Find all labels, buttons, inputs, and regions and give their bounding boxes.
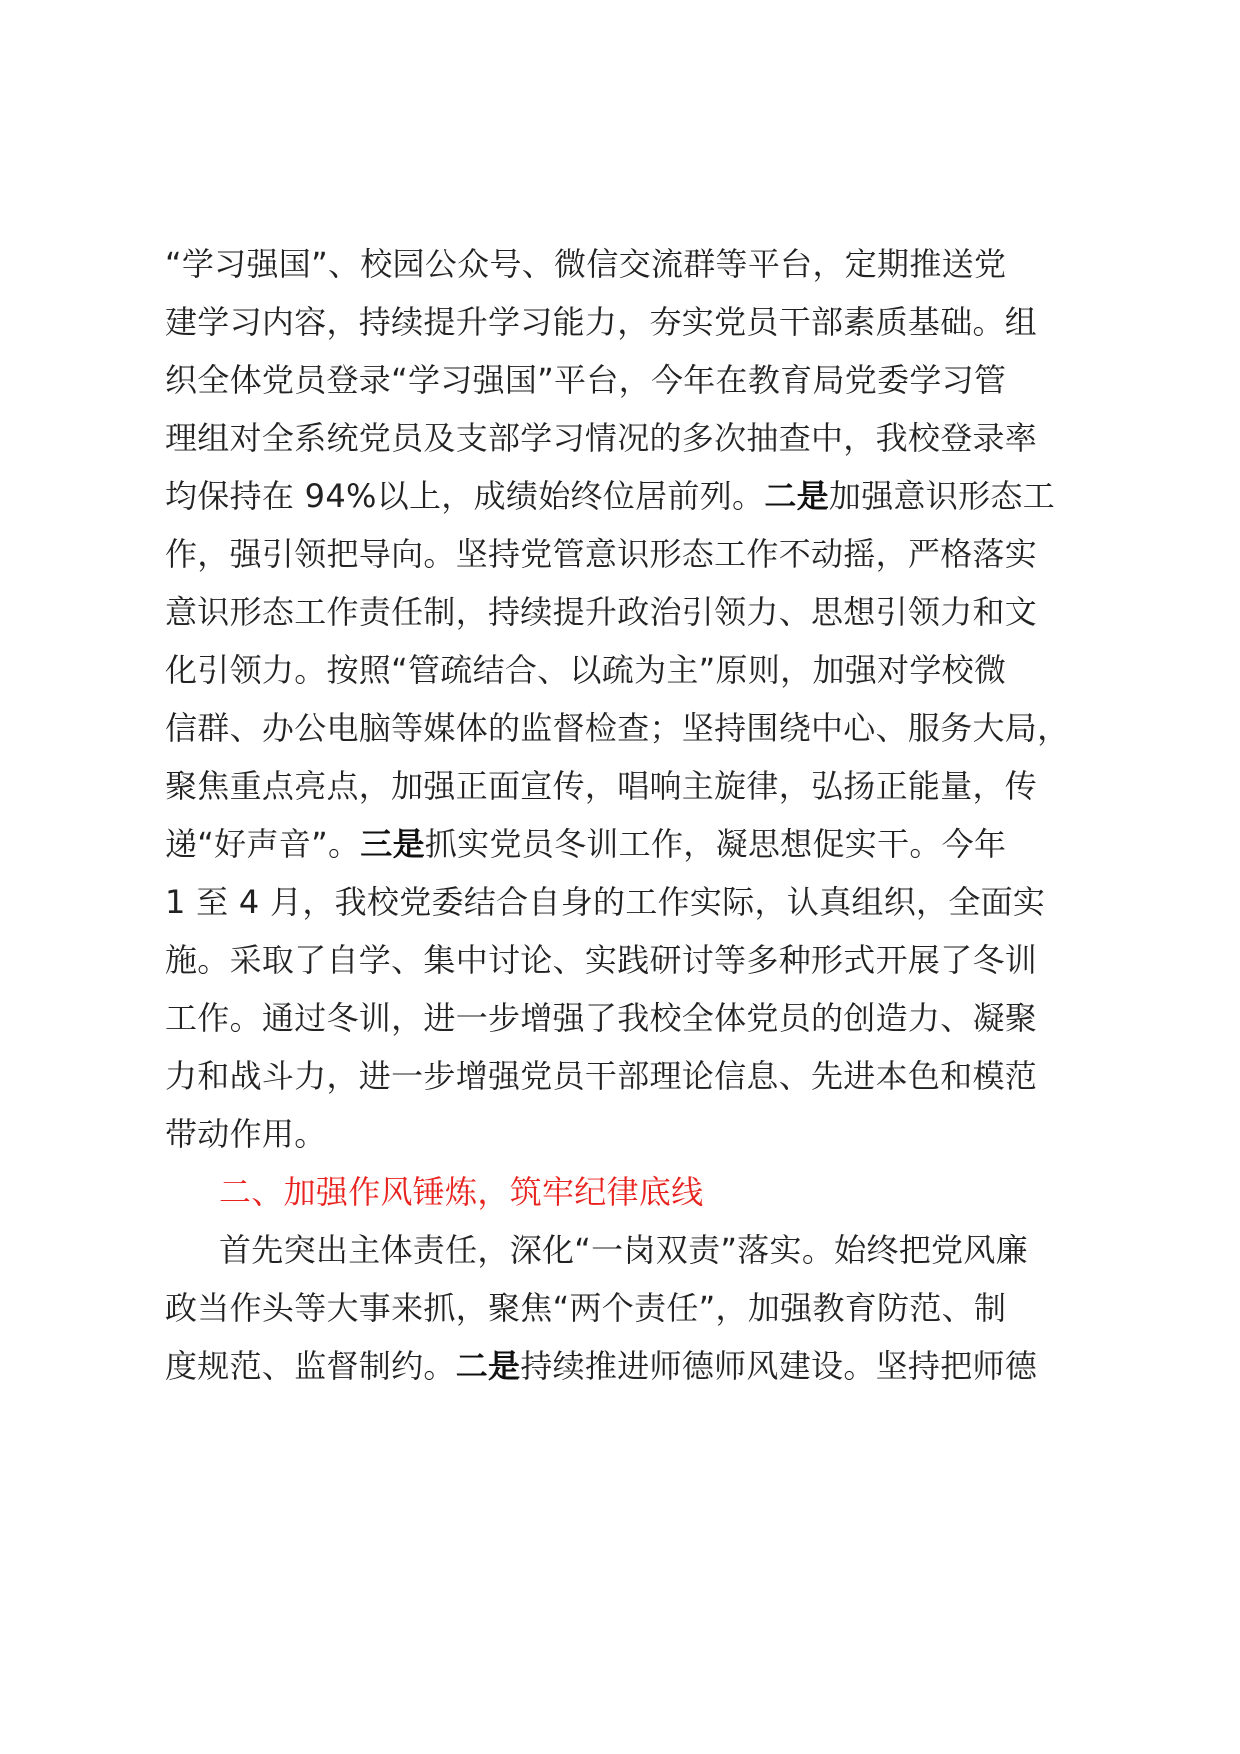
text-line (165, 754, 1037, 818)
text-line (165, 580, 1037, 644)
bold-run: 二是 (764, 477, 829, 515)
text-line (219, 1218, 1028, 1282)
text-run: 施。采取了自学、集中讨论、实践研讨等多种形式开展了冬训 (165, 941, 1038, 979)
text-line (165, 986, 1037, 1050)
text-run: 力和战斗力，进一步增强党员干部理论信息、先进本色和模范 (165, 1057, 1038, 1095)
bold-run: 三是 (360, 825, 425, 863)
heading-text: 二、加强作风锤炼，筑牢纪律底线 (219, 1173, 704, 1211)
text-run: 信群、办公电脑等媒体的监督检查；坚持围绕中心、服务大局， (165, 709, 1070, 747)
text-run: 抓实党员冬训工作，凝思想促实干。今年 (424, 825, 1007, 863)
text-line (165, 522, 1037, 586)
text-line (165, 696, 1069, 760)
section-heading (219, 1160, 704, 1224)
text-line (165, 290, 1037, 354)
text-run: 作，强引领把导向。坚持党管意识形态工作不动摇，严格落实 (165, 535, 1038, 573)
text-line (165, 870, 1045, 934)
text-run: 理组对全系统党员及支部学习情况的多次抽查中，我校登录率 (165, 419, 1038, 457)
text-line (165, 1276, 1006, 1340)
text-run: 建学习内容，持续提升学习能力，夯实党员干部素质基础。组 (165, 303, 1038, 341)
text-run: 化引领力。按照“管疏结合、以疏为主”原则，加强对学校微 (165, 651, 1007, 689)
text-run: 加强意识形态工 (828, 477, 1056, 515)
text-run: 首先突出主体责任，深化“一岗双责”落实。始终把党风廉 (219, 1231, 1028, 1269)
text-run: 1 至 4 月，我校党委结合自身的工作实际，认真组织，全面实 (165, 883, 1046, 921)
text-run: 政当作头等大事来抓，聚焦“两个责任”，加强教育防范、制 (165, 1289, 1007, 1327)
text-run: 意识形态工作责任制，持续提升政治引领力、思想引领力和文 (165, 593, 1038, 631)
text-run: “学习强国”、校园公众号、微信交流群等平台，定期推送党 (165, 245, 1007, 283)
text-run: 工作。通过冬训，进一步增强了我校全体党员的创造力、凝聚 (165, 999, 1038, 1037)
text-run: 持续推进师德师风建设。坚持把师德 (520, 1347, 1038, 1385)
text-run: 带动作用。 (165, 1115, 327, 1153)
text-run: 度规范、监督制约。 (165, 1347, 456, 1385)
text-line (165, 638, 1006, 702)
text-line (165, 1102, 327, 1166)
text-line (165, 348, 1006, 412)
text-line (165, 232, 1006, 296)
text-line (165, 928, 1037, 992)
bold-run: 二是 (455, 1347, 521, 1385)
text-line (165, 1044, 1037, 1108)
text-run: 均保持在 94%以上，成绩始终位居前列。 (165, 477, 765, 515)
text-line (165, 464, 1055, 528)
text-run: 聚焦重点亮点，加强正面宣传，唱响主旋律，弘扬正能量，传 (165, 767, 1038, 805)
text-line (165, 1334, 1037, 1398)
text-line (165, 812, 1006, 876)
text-run: 递“好声音”。 (165, 825, 361, 863)
text-run: 织全体党员登录“学习强国”平台，今年在教育局党委学习管 (165, 361, 1007, 399)
text-line (165, 406, 1037, 470)
